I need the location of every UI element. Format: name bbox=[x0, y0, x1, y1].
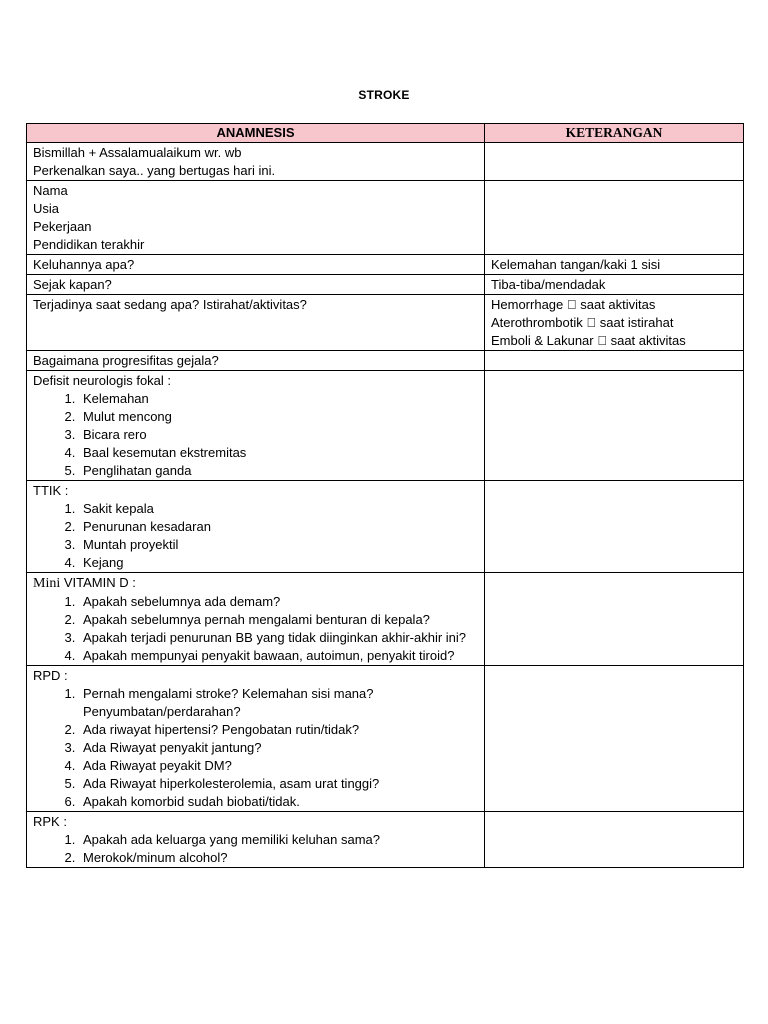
table-row bbox=[27, 255, 744, 275]
list-item: 1. Kelemahan bbox=[79, 390, 478, 408]
ttik-list bbox=[33, 500, 478, 572]
progression-cell: Bagaimana progresifitas gejala? bbox=[27, 351, 485, 371]
table-row bbox=[27, 275, 744, 295]
table-row bbox=[27, 812, 744, 868]
header-anamnesis: ANAMNESIS bbox=[27, 124, 485, 143]
complaint-cell: Keluhannya apa? bbox=[27, 255, 485, 275]
list-item: 2. Ada riwayat hipertensi? Pengobatan rutin/tidak? bbox=[79, 721, 478, 739]
section-heading: RPD : bbox=[33, 668, 68, 683]
section-heading: TTIK : bbox=[33, 483, 69, 498]
list-item: 2. Merokok/minum alcohol? bbox=[79, 849, 478, 867]
identity-line: Usia bbox=[33, 201, 60, 216]
section-heading bbox=[33, 574, 478, 593]
table-row bbox=[27, 181, 744, 255]
list-item: 2. Penurunan kesadaran bbox=[79, 518, 478, 536]
list-item: 1. Apakah ada keluarga yang memiliki keluhan sama? bbox=[79, 831, 478, 849]
list-item: 4. Ada Riwayat peyakit DM? bbox=[79, 757, 478, 775]
table-row bbox=[27, 371, 744, 481]
table-row bbox=[27, 351, 744, 371]
rpd-cell bbox=[27, 666, 485, 812]
list-item: 5. Penglihatan ganda bbox=[79, 462, 478, 480]
keterangan-cell bbox=[485, 181, 744, 255]
keterangan-line: Emboli & Lakunar saat aktivitas bbox=[491, 333, 673, 348]
activity-keterangan bbox=[485, 295, 744, 351]
keterangan-cell bbox=[485, 573, 744, 666]
list-item: 1. Sakit kepala bbox=[79, 500, 478, 518]
keterangan-cell bbox=[485, 481, 744, 573]
mini-vitamin-cell bbox=[27, 573, 485, 666]
keterangan-cell bbox=[485, 371, 744, 481]
table-row bbox=[27, 666, 744, 812]
neuro-list bbox=[33, 390, 478, 480]
keterangan-line: Aterothrombotik saat istirahat bbox=[491, 315, 661, 330]
list-item: 2. Apakah sebelumnya pernah mengalami benturan di kepala? bbox=[79, 611, 478, 629]
section-heading: Defisit neurologis fokal : bbox=[33, 373, 172, 388]
list-item: 4. Baal kesemutan ekstremitas bbox=[79, 444, 478, 462]
greeting-cell bbox=[27, 143, 485, 181]
table-row bbox=[27, 295, 744, 351]
rpd-list bbox=[33, 685, 478, 811]
list-item: 6. Apakah komorbid sudah biobati/tidak. bbox=[79, 793, 478, 811]
identity-line: Pekerjaan bbox=[33, 219, 92, 234]
list-item: 3. Muntah proyektil bbox=[79, 536, 478, 554]
mini-prefix: Mini bbox=[33, 576, 61, 591]
mini-vitamin-list bbox=[33, 593, 478, 665]
onset-keterangan: Tiba-tiba/mendadak bbox=[485, 275, 744, 295]
keterangan-line: Hemorrhage saat aktivitas bbox=[491, 297, 643, 312]
greeting-line: Perkenalkan saya.. yang bertugas hari ini. bbox=[33, 163, 276, 178]
list-item: 3. Bicara rero bbox=[79, 426, 478, 444]
keterangan-cell bbox=[485, 812, 744, 868]
page-title: STROKE bbox=[358, 88, 410, 102]
identity-line: Nama bbox=[33, 183, 68, 198]
neuro-cell bbox=[27, 371, 485, 481]
identity-line: Pendidikan terakhir bbox=[33, 237, 145, 252]
greeting-line: Bismillah + Assalamualaikum wr. wb bbox=[33, 145, 242, 160]
activity-cell: Terjadinya saat sedang apa? Istirahat/aktivitas? bbox=[27, 295, 485, 351]
list-item: 3. Ada Riwayat penyakit jantung? bbox=[79, 739, 478, 757]
list-item: 1. Pernah mengalami stroke? Kelemahan sisi mana? Penyumbatan/perdarahan? bbox=[79, 685, 478, 721]
list-item: 4. Apakah mempunyai penyakit bawaan, autoimun, penyakit tiroid? bbox=[79, 647, 478, 665]
table-row bbox=[27, 573, 744, 666]
ttik-cell bbox=[27, 481, 485, 573]
list-item: 2. Mulut mencong bbox=[79, 408, 478, 426]
vitamin-heading: VITAMIN D : bbox=[60, 575, 136, 590]
table-header-row bbox=[27, 124, 744, 143]
complaint-keterangan: Kelemahan tangan/kaki 1 sisi bbox=[485, 255, 744, 275]
section-heading: RPK : bbox=[33, 814, 67, 829]
keterangan-cell bbox=[485, 666, 744, 812]
table-row bbox=[27, 143, 744, 181]
rpk-list bbox=[33, 831, 478, 867]
list-item: 5. Ada Riwayat hiperkolesterolemia, asam urat tinggi? bbox=[79, 775, 478, 793]
list-item: 1. Apakah sebelumnya ada demam? bbox=[79, 593, 478, 611]
list-item: 4. Kejang bbox=[79, 554, 478, 572]
table-row bbox=[27, 481, 744, 573]
onset-cell: Sejak kapan? bbox=[27, 275, 485, 295]
anamnesis-table bbox=[26, 123, 744, 868]
keterangan-cell bbox=[485, 351, 744, 371]
identity-cell bbox=[27, 181, 485, 255]
rpk-cell bbox=[27, 812, 485, 868]
keterangan-cell bbox=[485, 143, 744, 181]
list-item: 3. Apakah terjadi penurunan BB yang tidak diinginkan akhir-akhir ini? bbox=[79, 629, 478, 647]
header-keterangan: KETERANGAN bbox=[485, 124, 744, 143]
